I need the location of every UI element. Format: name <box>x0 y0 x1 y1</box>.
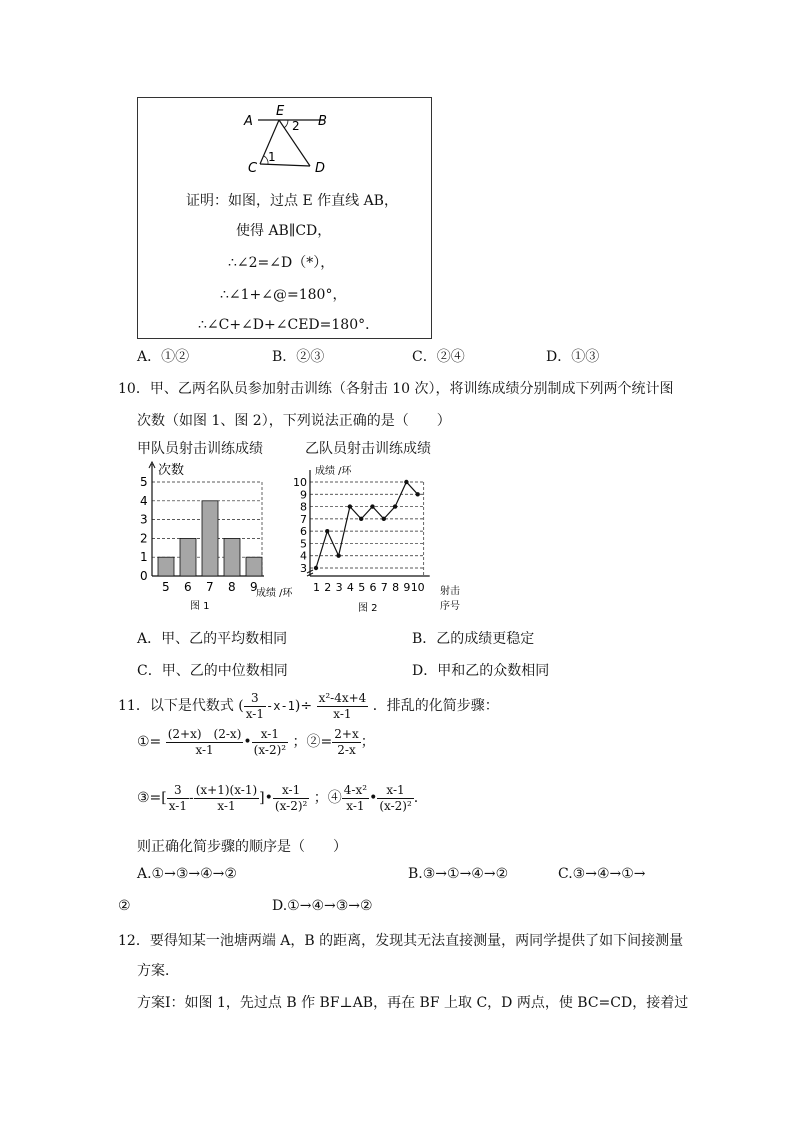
q11-steps-3-4: ③=[ $\frac{3}{x-1}$ - $\frac{(x+1)(x-1)}{x-1}$ ]• $\frac{x-1}{\text{(x-2)²}}$ ；④ $\frac{\text{4-x²}}{x-1}$ • $\frac{x-1}{\text{(x-2)²}}$ . <box>137 782 419 813</box>
q11-frac-3: $\frac{3}{x-1}$ <box>245 690 264 721</box>
data-point <box>382 517 386 521</box>
x-axis-label-line-2: 序号 <box>440 601 460 612</box>
q11-option-b: B.③→①→④→② <box>408 866 509 882</box>
q11-option-c-cont: ② <box>118 898 131 914</box>
bar <box>246 557 262 576</box>
data-point <box>393 504 397 508</box>
q11-option-c: C.③→④→①→ <box>558 866 646 882</box>
point-B: B <box>318 114 327 129</box>
q9-option-a: A．①② <box>137 349 190 365</box>
angle-2: 2 <box>292 119 300 133</box>
y-tick-label: 8 <box>300 500 307 514</box>
chart2-title: 乙队员射击训练成绩 <box>305 441 431 457</box>
x-tick-label: 9 <box>403 581 411 594</box>
y-tick-label: 1 <box>140 550 148 565</box>
point-A: A <box>244 114 253 129</box>
point-E: E <box>276 104 285 119</box>
x-tick-label: 3 <box>335 581 343 594</box>
q11-steps-1-2: ①= $\frac{(2+x) (2-x)}{x-1}$ • $\frac{x-1}{\text{(x-2)²}}$ ；②= $\frac{2+x}{2-x}$ ； <box>137 726 375 757</box>
x-tick-label: 1 <box>313 581 320 594</box>
q11-option-a: A.①→③→④→② <box>137 866 237 882</box>
q10-option-d: D．甲和乙的众数相同 <box>412 663 550 679</box>
y-tick-label: 0 <box>140 569 148 583</box>
x-tick-label: 4 <box>346 581 354 594</box>
q12-line-1: 12．要得知某一池塘两端 A，B 的距离，发现其无法直接测量，两同学提供了如下间接测量 <box>118 933 684 949</box>
proof-line-1: 证明：如图，过点 E 作直线 AB， <box>186 193 398 209</box>
y-axis-label: 次数 <box>158 463 185 478</box>
data-point <box>314 566 318 570</box>
chart2-caption: 图 2 <box>358 603 378 614</box>
q10-option-a: A．甲、乙的平均数相同 <box>137 631 288 647</box>
q11-option-d: D.①→④→③→② <box>272 898 373 914</box>
q12-line-2: 方案． <box>137 963 179 979</box>
y-tick-label: 7 <box>300 512 307 526</box>
q11-question: 则正确化简步骤的顺序是（ ） <box>137 839 347 855</box>
x-tick-label: 6 <box>184 580 192 594</box>
bar-chart-1 <box>132 458 297 618</box>
x-tick-label: 7 <box>206 580 214 594</box>
data-point <box>416 492 420 496</box>
q12-line-3: 方案Ⅰ：如图 1，先过点 B 作 BF⊥AB，再在 BF 上取 C，D 两点，使 BC=CD，接着过 <box>137 995 689 1011</box>
data-point <box>359 517 363 521</box>
data-point <box>404 480 408 484</box>
q9-option-d: D．①③ <box>546 349 600 365</box>
proof-line-4: ∴∠1+∠@=180°， <box>220 287 347 303</box>
q10-line-1: 10．甲、乙两名队员参加射击训练（各射击 10 次），将训练成绩分别制成下列两个统计图 <box>118 381 674 397</box>
x-axis-label-line-1: 射击 <box>440 586 460 597</box>
proof-line-2: 使得 AB∥CD， <box>236 223 332 239</box>
data-point <box>336 554 340 558</box>
q11-frac-div: $\frac{\text{x²-4x+4}}{x-1}$ <box>318 690 367 721</box>
point-C: C <box>248 161 258 176</box>
x-tick-label: 5 <box>162 580 170 594</box>
y-tick-label: 10 <box>293 476 307 489</box>
bar <box>202 501 218 576</box>
line-chart-2 <box>290 458 465 618</box>
q10-option-c: C．甲、乙的中位数相同 <box>137 663 288 679</box>
y-tick-label: 3 <box>140 512 148 527</box>
x-tick-label: 8 <box>392 581 400 594</box>
q9-option-b: B．②③ <box>272 349 325 365</box>
y-tick-label: 5 <box>300 537 307 551</box>
bar <box>224 538 240 576</box>
data-point <box>325 529 329 533</box>
x-tick-label: 2 <box>324 581 332 594</box>
q10-line-2: 次数（如图 1、图 2），下列说法正确的是（ ） <box>137 413 451 429</box>
q11-intro-row: 11．以下是代数式 ( $\frac{3}{x-1}$ -x-1)÷ $\frac{\text{x²-4x+4}}{x-1}$ ．排乱的化简步骤： <box>118 690 499 721</box>
y-tick-label: 4 <box>300 549 307 563</box>
y-axis-label: 成绩 /环 <box>315 466 352 477</box>
x-tick-label: 7 <box>380 581 388 594</box>
triangle-figure <box>138 98 431 188</box>
data-point <box>370 504 374 508</box>
angle-1: 1 <box>268 150 276 164</box>
proof-line-5: ∴∠C+∠D+∠CED=180°． <box>198 317 380 333</box>
y-tick-label: 3 <box>300 562 307 575</box>
proof-box <box>137 97 432 339</box>
x-tick-label: 10 <box>410 581 425 594</box>
bar <box>158 557 174 576</box>
proof-line-3: ∴∠2=∠D（*）， <box>228 255 335 271</box>
q9-option-c: C．②④ <box>412 349 465 365</box>
q10-option-b: B．乙的成绩更稳定 <box>412 631 535 647</box>
x-tick-label: 6 <box>369 581 377 594</box>
x-tick-label: 5 <box>358 581 366 594</box>
x-axis-label: 成绩 /环 <box>256 588 293 599</box>
y-tick-label: 4 <box>140 493 148 508</box>
y-tick-label: 9 <box>300 488 307 502</box>
x-tick-label: 9 <box>250 580 258 594</box>
series-line <box>316 482 418 568</box>
bar <box>180 538 196 576</box>
chart1-caption: 图 1 <box>190 601 210 612</box>
data-point <box>348 504 352 508</box>
point-D: D <box>315 161 326 176</box>
q11-intro: 11．以下是代数式 <box>118 698 234 714</box>
y-tick-label: 5 <box>140 475 148 489</box>
y-tick-label: 2 <box>140 531 148 546</box>
y-tick-label: 6 <box>300 525 307 539</box>
x-tick-label: 8 <box>228 580 236 594</box>
chart1-title: 甲队员射击训练成绩 <box>137 441 263 457</box>
